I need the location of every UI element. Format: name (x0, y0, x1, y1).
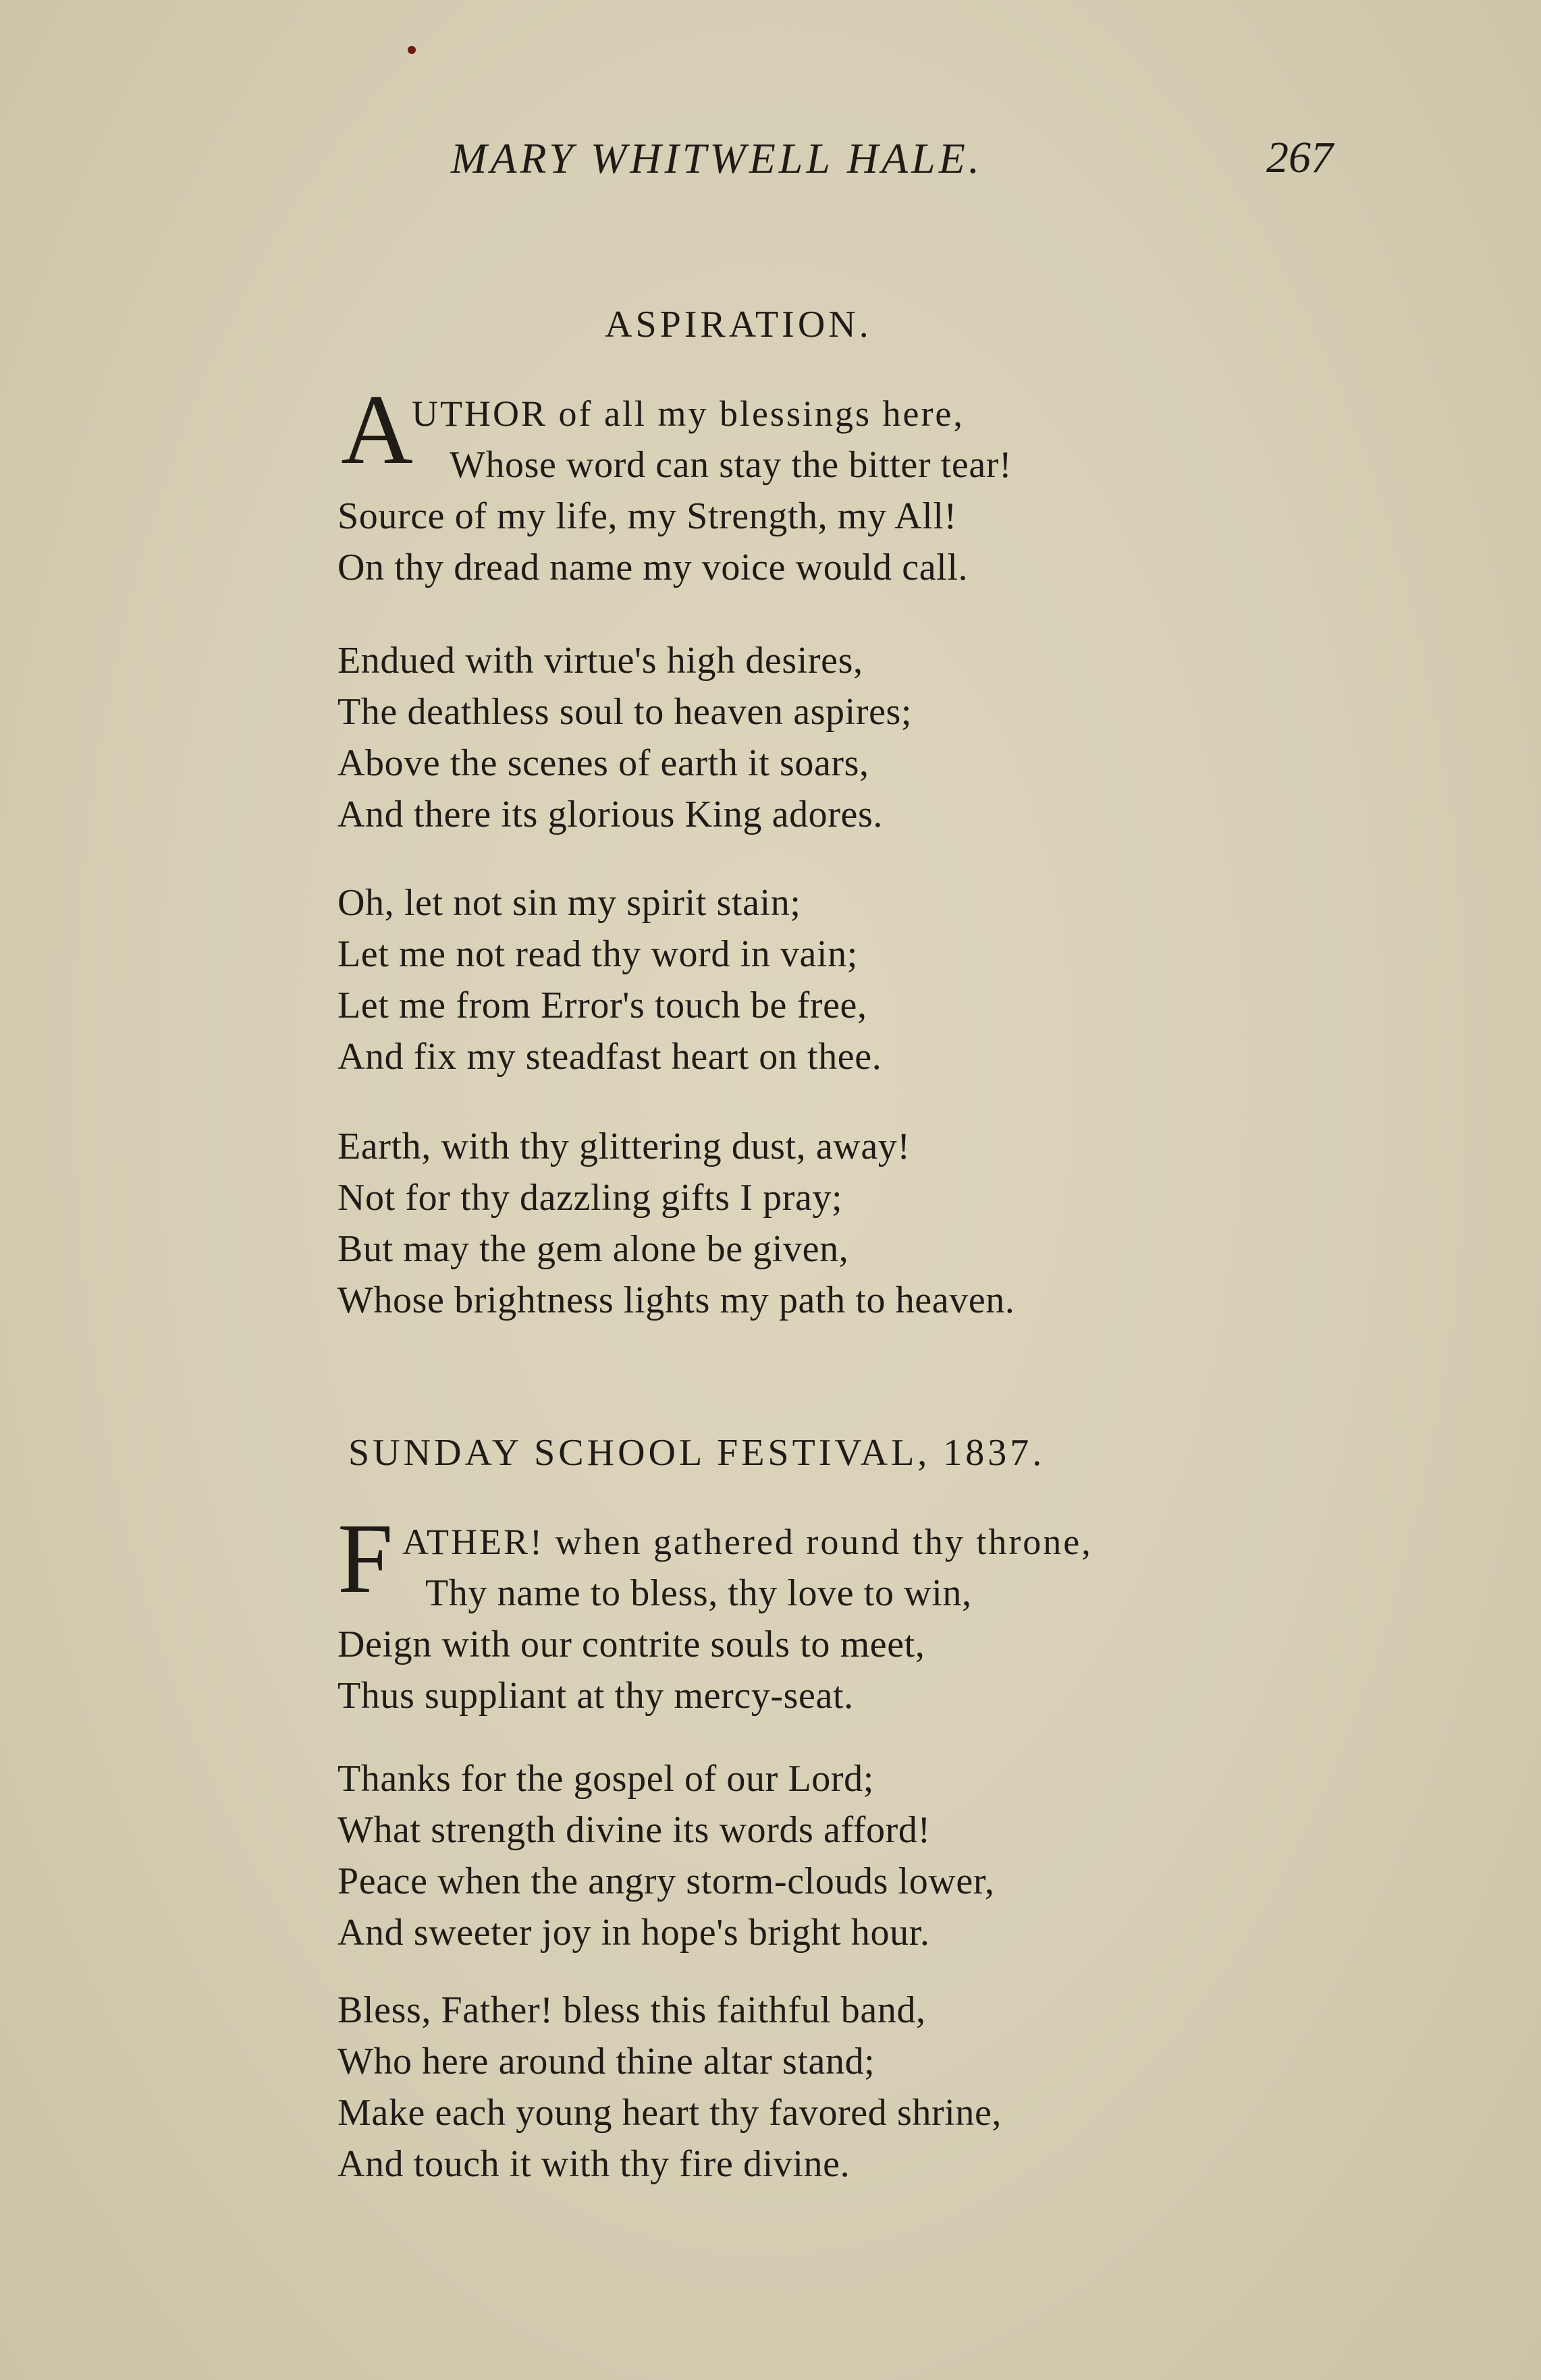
verse-line: Who here around thine altar stand; (337, 2041, 875, 2082)
stanza (337, 1753, 994, 1958)
verse-line: Whose brightness lights my path to heaven. (337, 1279, 1015, 1321)
verse-line: Deign with our contrite souls to meet, (337, 1624, 925, 1665)
verse-line: ATHER! when gathered round thy throne, (402, 1522, 1093, 1562)
verse-line: Source of my life, my Strength, my All! (337, 495, 957, 537)
poem-title-sunday-school-festival: SUNDAY SCHOOL FESTIVAL, 1837. (348, 1432, 1046, 1474)
verse-line: Thanks for the gospel of our Lord; (337, 1758, 874, 1800)
verse-line: And sweeter joy in hope's bright hour. (337, 1912, 930, 1954)
verse-line: Thy name to bless, thy love to win, (425, 1572, 972, 1614)
stanza (337, 635, 912, 840)
running-head: MARY WHITWELL HALE. (451, 134, 983, 182)
verse-line: Whose word can stay the bitter tear! (450, 444, 1012, 486)
stanza (337, 388, 1012, 593)
stanza (337, 1121, 1015, 1326)
drop-cap: A (341, 375, 413, 485)
page-number: 267 (1266, 133, 1333, 182)
stanza (337, 1516, 1093, 1721)
verse-line: And touch it with thy fire divine. (337, 2143, 850, 2185)
verse-line: Thus suppliant at thy mercy-seat. (337, 1675, 854, 1717)
verse-line: Let me from Error's touch be free, (337, 985, 867, 1026)
ink-speck (408, 46, 416, 54)
verse-line: On thy dread name my voice would call. (337, 547, 969, 588)
verse-line: Not for thy dazzling gifts I pray; (337, 1177, 843, 1219)
verse-line: Let me not read thy word in vain; (337, 933, 858, 975)
verse-line: But may the gem alone be given, (337, 1228, 849, 1270)
verse-line: Oh, let not sin my spirit stain; (337, 882, 801, 924)
verse-line: And fix my steadfast heart on thee. (337, 1036, 882, 1078)
verse-line: Earth, with thy glittering dust, away! (337, 1126, 911, 1167)
verse-line: Make each young heart thy favored shrine, (337, 2092, 1002, 2134)
verse-line: Endued with virtue's high desires, (337, 640, 863, 682)
poem-title-aspiration: ASPIRATION. (605, 304, 872, 345)
verse-line: And there its glorious King adores. (337, 794, 883, 835)
verse-line: UTHOR of all my blessings here, (412, 393, 965, 434)
verse-line: The deathless soul to heaven aspires; (337, 691, 913, 733)
verse-line: Above the scenes of earth it soars, (337, 742, 869, 784)
stanza (337, 877, 882, 1082)
verse-line: Bless, Father! bless this faithful band, (337, 1989, 926, 2031)
verse-line: What strength divine its words afford! (337, 1809, 931, 1851)
stanza (337, 1985, 1002, 2190)
verse-line: Peace when the angry storm-clouds lower, (337, 1860, 995, 1902)
drop-cap: F (337, 1503, 394, 1614)
